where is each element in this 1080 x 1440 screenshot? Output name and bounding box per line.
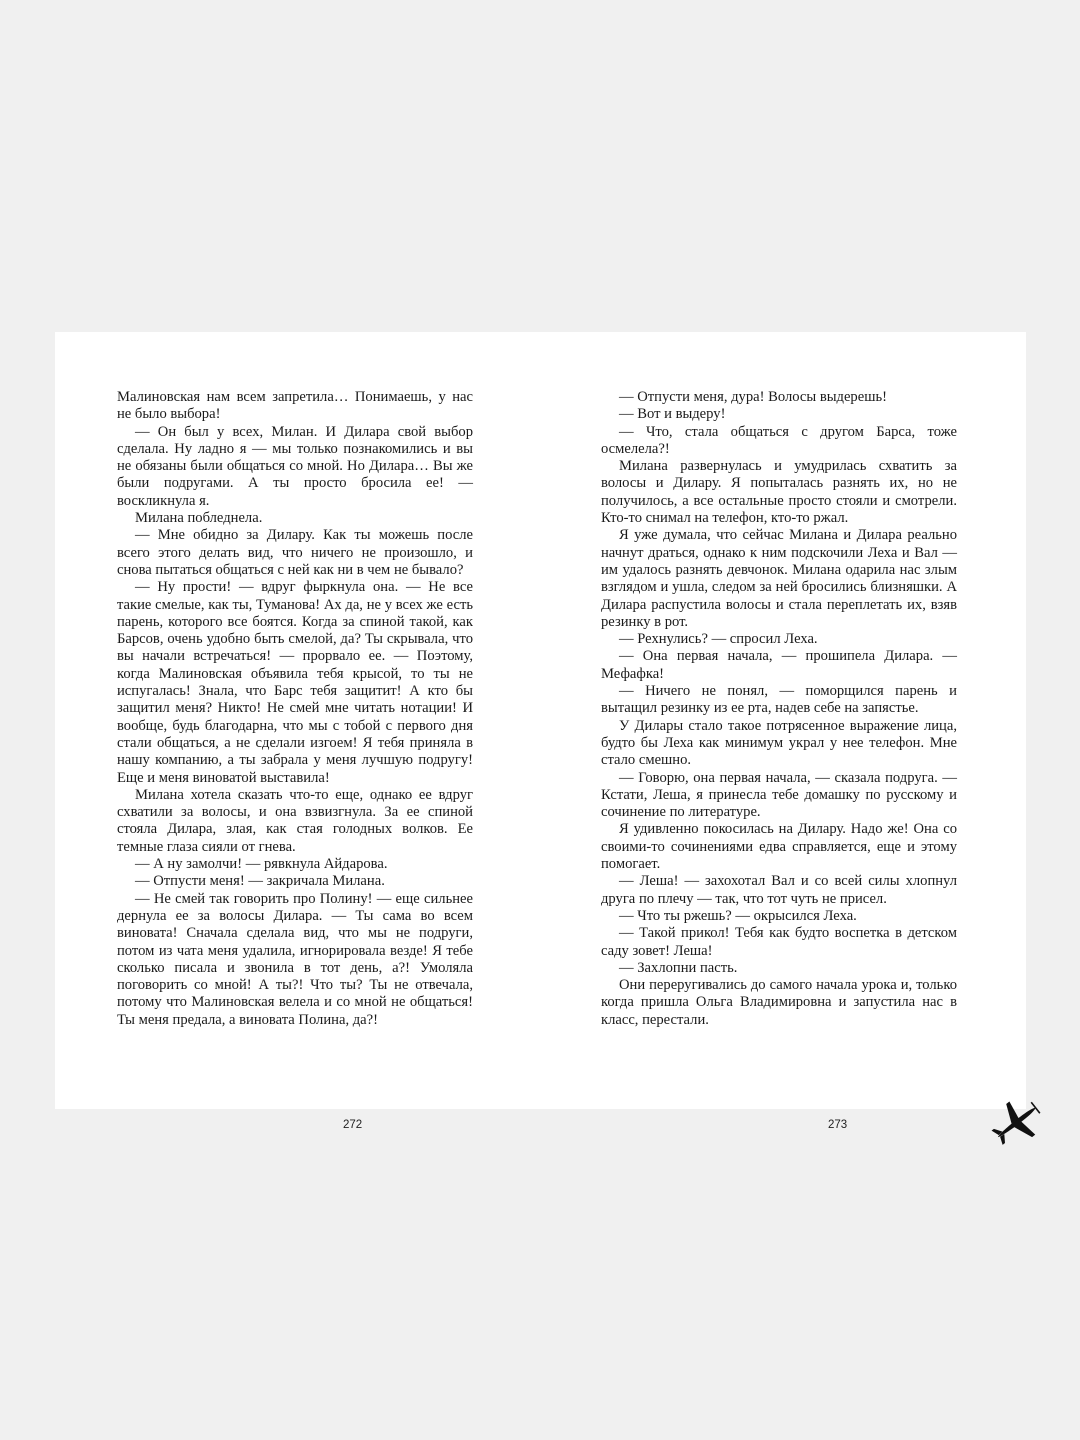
paragraph: — Что, стала общаться с другом Барса, тоже осмелела?! bbox=[601, 423, 957, 457]
page-number-right: 273 bbox=[828, 1119, 848, 1131]
paragraph: Я удивленно покосилась на Дилару. Надо же! Она со своими-то сочинениями едва справляется, еще и этому помогает. bbox=[601, 821, 957, 873]
paragraph: — А ну замолчи! — рявкнула Айдарова. bbox=[135, 856, 388, 873]
paragraph: Они переругивались до самого начала урока и, только когда пришла Ольга Владимировна и запустила нас в класс, перестали. bbox=[601, 977, 957, 1028]
paragraph: — Отпусти меня, дура! Волосы выдерешь! bbox=[619, 389, 887, 405]
paragraph: Милана побледнела. bbox=[135, 510, 263, 527]
paragraph: Малиновская нам всем запретила… Понимаешь, у нас не было выбора! bbox=[117, 389, 473, 423]
paragraph: Милана хотела сказать что-то еще, однако ее вдруг схватили за волосы, и она взвизгнула. За ее спиной стояла Дилара, злая, как стая голодных волков. Ее темные глаза сияли от гнева. bbox=[117, 786, 473, 855]
paragraph: — Говорю, она первая начала, — сказала подруга. — Кстати, Леша, я принесла тебе домашку по русскому и сочинение по литературе. bbox=[601, 769, 957, 821]
page-number-left: 272 bbox=[343, 1119, 363, 1131]
paragraph: Я уже думала, что сейчас Милана и Дилара реально начнут драться, однако к ним подскочили Леха и Вал — им удалось разнять девчонок. Милана одарила нас злым взглядом и ушла, следом за ней бросились близняшки. А Дилара распустила волосы и стала переплетать их, взяв резинку в рот. bbox=[601, 527, 957, 630]
paragraph: — Рехнулись? — спросил Леха. bbox=[619, 631, 818, 648]
airplane-icon bbox=[990, 1099, 1042, 1147]
paragraph: — Мне обидно за Дилару. Как ты можешь после всего этого делать вид, что ничего не произошло, и снова пытаться общаться с ней как ни в чем не бывало? bbox=[117, 527, 473, 578]
left-page-text bbox=[117, 389, 473, 1029]
paragraph: — Такой прикол! Тебя как будто воспетка в детском саду зовет! Леша! bbox=[601, 925, 957, 959]
book-spread bbox=[55, 332, 1026, 1131]
paragraph: У Дилары стало такое потрясенное выражение лица, будто бы Леха как минимум украл у нее телефон. Мне стало смешно. bbox=[601, 717, 957, 769]
paragraph: — Захлопни пасть. bbox=[619, 959, 738, 976]
paragraph: Милана развернулась и умудрилась схватить за волосы и Дилару. Я попыталась разнять их, но не получилось, а все остальные просто стояли и смотрели. Кто-то снимал на телефон, кто-то ржал. bbox=[601, 458, 957, 527]
paragraph: — Что ты ржешь? — окрысился Леха. bbox=[619, 907, 857, 924]
paragraph: — Он был у всех, Милан. И Дилара свой выбор сделала. Ну ладно я — мы только познакомились и вы не обязаны были общаться со мной. Но Дилара… Вы же были подругами. А ты просто бросила ее! — воскликнула я. bbox=[117, 423, 473, 509]
paragraph: — Она первая начала, — прошипела Дилара. — Мефафка! bbox=[601, 648, 957, 682]
paragraph: — Леша! — захохотал Вал и со всей силы хлопнул друга по плечу — так, что тот чуть не присел. bbox=[601, 873, 957, 907]
paragraph: — Ну прости! — вдруг фыркнула она. — Не все такие смелые, как ты, Туманова! Ах да, не у всех же есть парень, которого все боятся. Когда за спиной такой, как Барсов, очень удобно быть смелой, да? Ты скрывала, что вы начали встречаться! — прорвало ее. — Поэтому, когда Малиновская объявила тебя крысой, то ты не испугалась! Знала, что Барс тебя защитит! А кто бы защитил меня? Никто! Не смей мне читать нотации! И вообще, будь благодарна, что мы с тобой с первого дня стали общаться, а не сделали изгоем! Я тебя приняла в нашу компанию, а ты забрала у меня лучшую подругу! Еще и меня виноватой выставила! bbox=[117, 579, 473, 786]
paragraph: — Вот и выдеру! bbox=[619, 406, 726, 423]
right-page-text bbox=[601, 389, 957, 1029]
paragraph: — Отпусти меня! — закричала Милана. bbox=[135, 873, 385, 890]
paragraph: — Ничего не понял, — поморщился парень и вытащил резинку из ее рта, надев себе на запястье. bbox=[601, 683, 957, 717]
paragraph: — Не смей так говорить про Полину! — еще сильнее дернула ее за волосы Дилара. — Ты сама во всем виновата! Сначала сделала вид, что мы не подруги, потом из чата меня удалила, игнорировала везде! Я тебе сколько писала и звонила в тот день, а?! Умоляла поговорить со мной! А ты?! Что ты? Ты не отвечала, потому что Малиновская велела и со мной не общаться! Ты меня предала, а виновата Полина, да?! bbox=[117, 890, 473, 1028]
